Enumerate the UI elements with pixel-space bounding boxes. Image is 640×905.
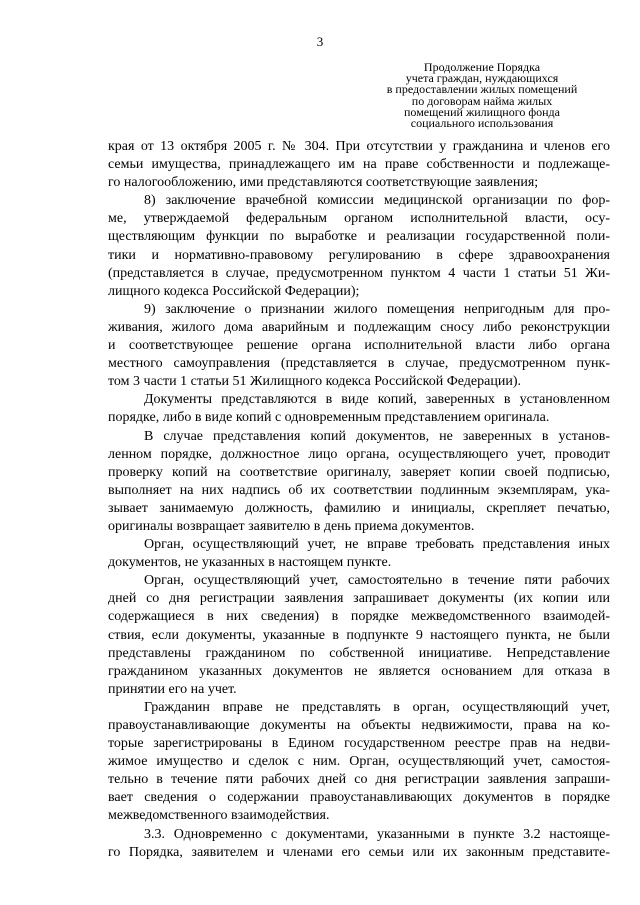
paragraph: [108, 192, 610, 301]
text-line: принятии его на учет.: [108, 681, 237, 697]
header-line: учета граждан, нуждающихся: [405, 71, 559, 86]
paragraph: [108, 391, 610, 427]
text-line: проверку копий на соответствие оригиналу, заверяет копии своей подписью,: [108, 464, 610, 480]
text-line: Орган, осуществляющий учет, самостоятельно в течение пяти рабочих: [144, 573, 610, 589]
paragraph: [108, 572, 610, 699]
text-line: документов, не указанных в настоящем пункте.: [108, 555, 392, 571]
paragraph: [108, 699, 610, 826]
text-line: 8) заключение врачебной комиссии медицинской организации по фор-: [144, 193, 610, 209]
text-line: оригиналы возвращает заявителю в день приема документов.: [108, 518, 475, 534]
paragraph: [108, 428, 610, 537]
document-header: [362, 62, 602, 129]
text-line: Гражданин вправе не представлять в орган, осуществляющий учет,: [144, 699, 610, 715]
text-line: жимое имущество и сделок с ним. Орган, осуществляющий учет, самостоя-: [108, 754, 610, 770]
text-line: гражданином указанных документов не является основанием для отказа в: [108, 663, 610, 679]
text-line: ществляющим функции по выработке и реализации государственной поли-: [108, 229, 610, 245]
text-line: вает сведения о содержании правоустанавливающих документов в порядке: [108, 790, 610, 806]
paragraph: [108, 826, 610, 862]
text-line: Орган, осуществляющий учет, не вправе требовать представления иных: [144, 537, 610, 553]
paragraph: [108, 301, 610, 391]
text-line: живания, жилого дома аварийным и подлежащим сносу либо реконструкции: [108, 319, 610, 335]
paragraph: [108, 536, 610, 572]
text-line: го налогообложению, ими представляются соответствующие заявления;: [108, 175, 539, 191]
text-line: тики и нормативно-правовому регулированию в сфере здравоохранения: [108, 247, 610, 263]
text-line: и соответствующее решение органа исполнительной власти либо органа: [108, 338, 610, 354]
header-line: в предоставлении жилых помещений: [386, 82, 578, 97]
header-line: социального использования: [410, 116, 554, 131]
text-line: том 3 части 1 статьи 51 Жилищного кодекса Российской Федерации).: [108, 374, 521, 390]
text-line: порядке, либо в виде копий с одновременным представлением оригинала.: [108, 410, 550, 426]
text-line: тельно в течение пяти рабочих дней со дня регистрации заявления запраши-: [108, 772, 610, 788]
text-line: семьи имущества, принадлежащего им на праве собственности и подлежаще-: [108, 157, 610, 173]
header-line: Продолжение Порядка: [423, 60, 541, 74]
header-line: по договорам найма жилых: [411, 93, 553, 108]
text-line: Документы представляются в виде копий, заверенных в установленном: [144, 392, 610, 408]
text-line: ленном порядке, должностное лицо органа, осуществляющего учет, проводит: [108, 446, 610, 462]
text-line: (представляется в случае, предусмотренном пунктом 4 части 1 статьи 51 Жи-: [108, 265, 610, 281]
text-line: 3.3. Одновременно с документами, указанными в пункте 3.2 настояще-: [144, 826, 610, 842]
text-line: правоустанавливающие документы на объекты недвижимости, права на ко-: [108, 718, 610, 733]
text-line: межведомственного взаимодействия.: [108, 808, 330, 824]
text-line: В случае представления копий документов, не заверенных в установ-: [144, 428, 610, 444]
document-body: [108, 138, 610, 862]
text-line: ствия, если документы, указанные в подпункте 9 настоящего пункта, не были: [108, 627, 610, 643]
text-line: зывает занимаемую должность, фамилию и инициалы, скрепляет печатью,: [108, 500, 610, 516]
text-line: дней со дня регистрации заявления запрашивает документы (их копии или: [108, 591, 610, 607]
text-line: торые зарегистрированы в Едином государственном реестре прав на недви-: [108, 736, 610, 752]
text-line: местного самоуправления (представляется в случае, предусмотренном пунк-: [108, 356, 610, 372]
text-line: лищного кодекса Российской Федерации);: [108, 283, 360, 299]
text-line: выполняет на них надпись об их соответствии подлинным экземплярам, ука-: [108, 482, 610, 498]
text-line: 9) заключение о признании жилого помещения непригодным для про-: [144, 301, 610, 317]
paragraph: [108, 138, 610, 192]
header-line: помещений жилищного фонда: [404, 104, 560, 119]
text-line: ме, утверждаемой федеральным органом исполнительной власти, осу-: [108, 211, 610, 227]
text-line: представлены гражданином по собственной инициативе. Непредставление: [108, 645, 610, 661]
page-number: 3: [316, 34, 324, 49]
text-line: го Порядка, заявителем и членами его семьи или их законным представите-: [108, 844, 610, 860]
text-line: содержащиеся в них сведения) в порядке межведомственного взаимодей-: [108, 609, 610, 625]
text-line: края от 13 октября 2005 г. № 304. При отсутствии у гражданина и членов его: [108, 139, 610, 154]
